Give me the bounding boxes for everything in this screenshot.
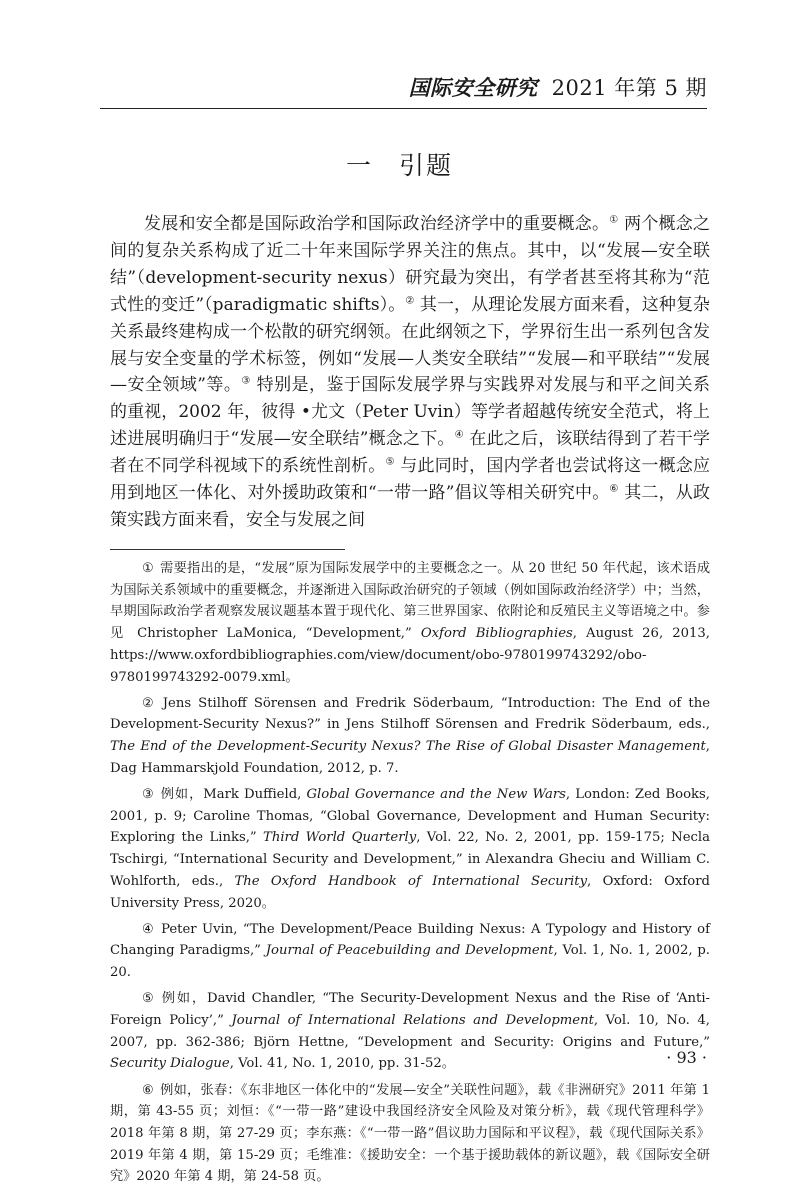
footnote-text: , Vol. 41, No. 1, 2010, pp. 31-52。 xyxy=(229,1056,455,1072)
footnote-item xyxy=(110,1080,710,1189)
section-heading xyxy=(0,146,799,182)
footnote-item xyxy=(110,988,710,1075)
body-text-segment: 其二，从政策实践方面来看，安全与发展之间 xyxy=(110,483,711,530)
body-paragraph xyxy=(110,211,710,534)
footnote-italic-title: Security Dialogue xyxy=(110,1056,230,1072)
footnote-ref[interactable]: ⑥ xyxy=(609,483,619,495)
body-text-segment: 在此之后，该联结得到了若干学者在不同学科视域下的系统性剖析。 xyxy=(110,429,710,477)
footnote-text: Peter Uvin, “The Development/Peace Building Nexus: A Typology and History of Changing Paradigms,” xyxy=(110,921,711,959)
footnote-ref[interactable]: ① xyxy=(609,214,619,226)
footnote-italic-title: Oxford Bibliographies xyxy=(420,626,573,642)
footnote-italic-title: Journal of International Relations and Development xyxy=(231,1013,594,1029)
footnote-mark: ② xyxy=(142,695,157,711)
running-header xyxy=(100,72,707,109)
footnote-item xyxy=(110,919,710,984)
issue-label: 2021 年第 5 期 xyxy=(551,76,707,100)
footnote-item xyxy=(110,784,710,914)
body-text-segment: 特别是，鉴于国际发展学界与实践界对发展与和平之间关系的重视，2002 年，彼得 •尤文（Peter Uvin）等学者超越传统安全范式，将上述进展明确归于“发展—安全联结”概念之下。 xyxy=(110,375,710,450)
footnote-mark: ① xyxy=(142,561,155,576)
footnote-text: 例如，张春：《东非地区一体化中的“发展—安全”关联性问题》，载《非洲研究》2011 年第 1 期，第 43-55 页；刘恒：《“一带一路”建设中我国经济安全风险及对策分析》，载《现代管理科学》2018 年第 8 期，第 27-29 页；李东燕：《“一带一路”倡议助力国际和平议程》，载《现代国际关系》2019 年第 4 期，第 15-29 页；毛维准：《援助安全：一个基于援助载体的新议题》，载《国际安全研究》2020 年第 4 期，第 24-58 页。 xyxy=(110,1082,710,1185)
footnote-text: , Vol. 10, No. 4, 2007, pp. 362-386; Björn Hettne, “Development and Security: Origins and Future,” xyxy=(110,1013,710,1050)
journal-name: 国际安全研究 xyxy=(408,75,538,100)
footnote-text: , Vol. 1, No. 1, 2002, p. 20. xyxy=(110,943,710,981)
footnote-text: , Oxford: Oxford University Press, 2020。 xyxy=(110,873,710,911)
footnote-text: 例如，Mark Duffield, xyxy=(160,787,307,803)
footnote-italic-title: Third World Quarterly xyxy=(263,830,417,846)
footnote-text: , August 26, 2013, https://www.oxfordbibliographies.com/view/document/obo-9780199743292/obo-9780199743292-0079.xml。 xyxy=(110,626,710,685)
footnote-ref[interactable]: ④ xyxy=(454,429,464,441)
journal-masthead xyxy=(409,72,707,102)
section-number: 一 xyxy=(345,151,373,180)
footnote-text: , Dag Hammarskjold Foundation, 2012, p. 7. xyxy=(110,739,710,776)
footnote-text: Jens Stilhoff Sörensen and Fredrik Söderbaum, “Introduction: The End of the Development-Security Nexus?” in Jens Stilhoff Sörensen and Fredrik Söderbaum, eds., xyxy=(110,695,710,733)
footnote-italic-title: Journal of Peacebuilding and Development xyxy=(265,943,554,959)
footnote-item xyxy=(110,693,710,780)
footnote-mark: ③ xyxy=(142,787,155,803)
body-text-segment: 发展和安全都是国际政治学和国际政治经济学中的重要概念。 xyxy=(144,214,610,234)
section-title: 引题 xyxy=(399,151,454,180)
footnote-ref[interactable]: ② xyxy=(405,295,415,307)
footnote-italic-title: Global Governance and the New Wars xyxy=(306,787,566,803)
footnote-mark: ⑤ xyxy=(142,991,156,1007)
footnotes xyxy=(110,558,710,1193)
footnote-text: 例如，David Chandler, “The Security-Development Nexus and the Rise of ‘Anti-Foreign Policy’,” xyxy=(110,991,710,1029)
footnote-separator xyxy=(110,549,345,550)
footnote-text: , Vol. 22, No. 2, 2001, pp. 159-175; Necla Tschirgi, “International Security and Development,” in Alexandra Gheciu and William C. Wohlforth, eds., xyxy=(110,830,710,889)
page-number: · 93 · xyxy=(666,1048,707,1067)
footnote-mark: ④ xyxy=(142,921,156,937)
footnote-ref[interactable]: ③ xyxy=(241,375,251,387)
body-text-segment: 其一，从理论发展方面来看，这种复杂关系最终建构成一个松散的研究纲领。在此纲领之下，学界衍生出一系列包含发展与安全变量的学术标签，例如“发展—人类安全联结”“发展—和平联结”“发展—安全领域”等。 xyxy=(110,294,711,396)
footnote-item xyxy=(110,558,710,688)
footnote-ref[interactable]: ⑤ xyxy=(385,456,395,468)
footnote-italic-title: The End of the Development-Security Nexus? The Rise of Global Disaster Management xyxy=(110,739,706,755)
footnote-text: , London: Zed Books, 2001, p. 9; Caroline Thomas, “Global Governance, Development and Human Security: Exploring the Links,” xyxy=(110,787,710,846)
footnote-text: 需要指出的是，“发展”原为国际发展学中的主要概念之一。从 20 世纪 50 年代起，该术语成为国际关系领域中的重要概念，并逐渐进入国际政治研究的子领域（例如国际政治经济学）中；当然，早期国际政治学者观察发展议题基本置于现代化、第三世界国家、依附论和反殖民主义等语境之中。参见 Christopher LaMonica, “Development,” xyxy=(110,561,711,642)
footnote-mark: ⑥ xyxy=(142,1082,155,1098)
body-text-segment: 与此同时，国内学者也尝试将这一概念应用到地区一体化、对外援助政策和“一带一路”倡议等相关研究中。 xyxy=(110,456,711,504)
body-text-segment: 两个概念之间的复杂关系构成了近二十年来国际学界关注的焦点。其中，以“发展—安全联结”（development-security nexus）研究最为突出，有学者甚至将其称为“范式性的变迁”（paradigmatic shifts）。 xyxy=(110,214,711,315)
footnote-italic-title: The Oxford Handbook of International Security xyxy=(234,873,588,889)
